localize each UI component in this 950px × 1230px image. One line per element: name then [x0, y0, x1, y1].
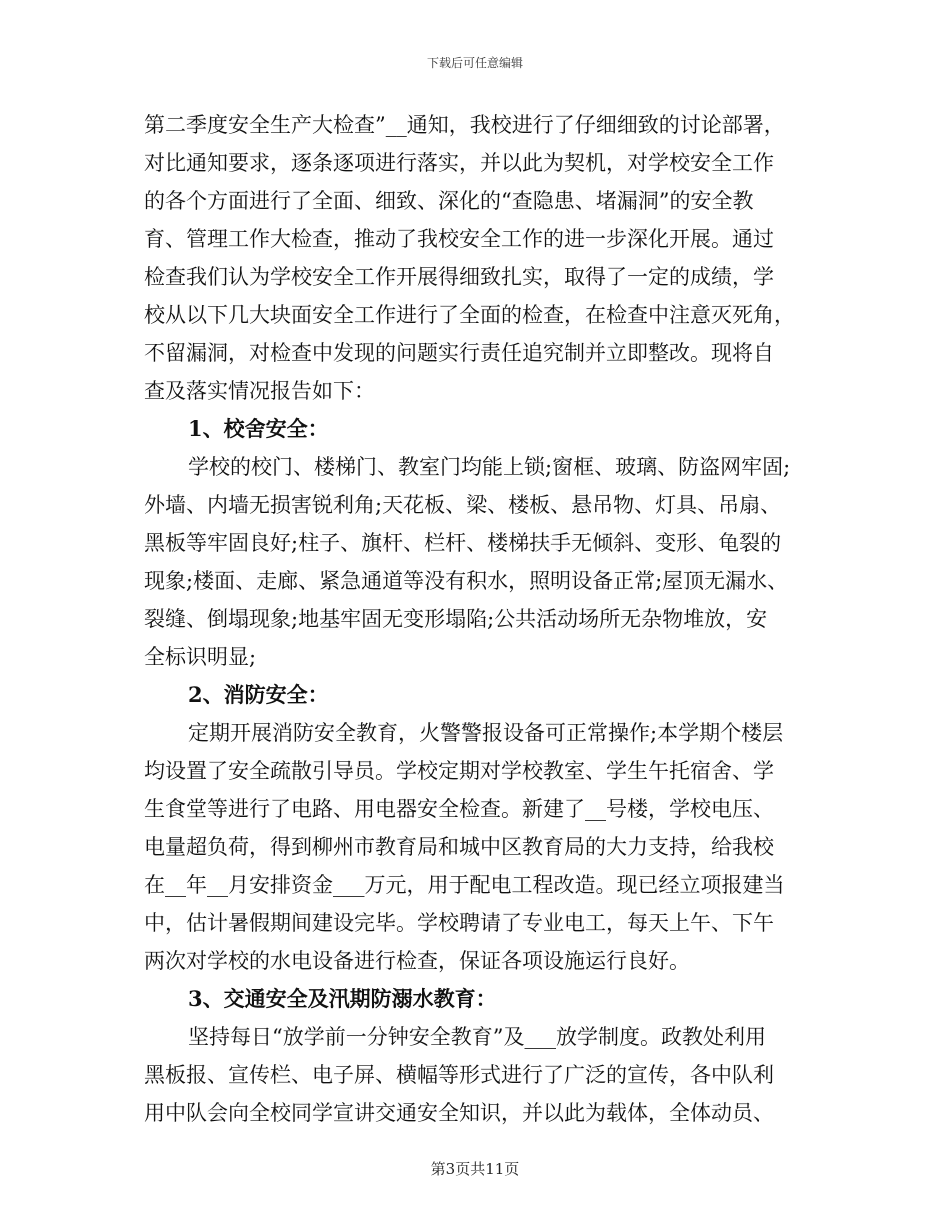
paragraph-line: 两次对学校的水电设备进行检查，保证各项设施运行良好。: [144, 949, 690, 973]
paragraph-line: 学校的校门、楼梯门、教室门均能上锁;窗框、玻璃、防盗网牢固;: [188, 455, 791, 479]
paragraph-line: 查及落实情况报告如下：: [144, 379, 375, 403]
paragraph-line: 检查我们认为学校安全工作开展得细致扎实，取得了一定的成绩，学: [144, 265, 774, 289]
section-heading: 1、校舍安全：: [188, 416, 329, 441]
paragraph-line: 外墙、内墙无损害锐利角;天花板、梁、楼板、悬吊物、灯具、吊扇、: [144, 493, 782, 517]
paragraph-line: 黑板报、宣传栏、电子屏、横幅等形式进行了广泛的宣传，各中队利: [144, 1063, 774, 1087]
paragraph-line: 中，估计暑假期间建设完毕。学校聘请了专业电工，每天上午、下午: [144, 911, 774, 935]
paragraph-line: 在__年__月安排资金___万元，用于配电工程改造。现已经立项报建当: [144, 873, 785, 897]
paragraph-line: 均设置了安全疏散引导员。学校定期对学校教室、学生午托宿舍、学: [144, 759, 774, 783]
paragraph-line: 对比通知要求，逐条逐项进行落实，并以此为契机，对学校安全工作: [144, 151, 774, 175]
paragraph-line: 电量超负荷，得到柳州市教育局和城中区教育局的大力支持，给我校: [144, 835, 774, 859]
paragraph-line: 不留漏洞，对检查中发现的问题实行责任追究制并立即整改。现将自: [144, 341, 774, 365]
paragraph-line: 育、管理工作大检查，推动了我校安全工作的进一步深化开展。通过: [144, 227, 774, 251]
paragraph-line: 全标识明显;: [144, 645, 257, 669]
paragraph-line: 现象;楼面、走廊、紧急通道等没有积水，照明设备正常;屋顶无漏水、: [144, 569, 789, 593]
section-heading: 3、交通安全及汛期防溺水教育：: [188, 986, 497, 1011]
paragraph-line: 校从以下几大块面安全工作进行了全面的检查，在检查中注意灭死角，: [144, 303, 795, 327]
page-footer: 第3页共11页: [430, 1160, 520, 1178]
paragraph-line: 的各个方面进行了全面、细致、深化的“查隐患、堵漏洞”的安全教: [144, 189, 754, 213]
page-header: 下载后可任意编辑: [426, 56, 523, 70]
paragraph-line: 第二季度安全生产大检查”__通知，我校进行了仔细细致的讨论部署，: [144, 113, 785, 137]
paragraph-line: 用中队会向全校同学宣讲交通安全知识，并以此为载体，全体动员、: [144, 1101, 774, 1125]
paragraph-line: 坚持每日“放学前一分钟安全教育”及___放学制度。政教处利用: [188, 1025, 766, 1049]
section-heading: 2、消防安全：: [188, 682, 329, 707]
document-body: [144, 106, 808, 1132]
paragraph-line: 裂缝、倒塌现象;地基牢固无变形塌陷;公共活动场所无杂物堆放，安: [144, 607, 768, 631]
paragraph-line: 定期开展消防安全教育，火警警报设备可正常操作;本学期个楼层: [188, 721, 784, 745]
paragraph-line: 黑板等牢固良好;柱子、旗杆、栏杆、楼梯扶手无倾斜、变形、龟裂的: [144, 531, 782, 555]
paragraph-line: 生食堂等进行了电路、用电器安全检查。新建了__号楼，学校电压、: [144, 797, 774, 821]
